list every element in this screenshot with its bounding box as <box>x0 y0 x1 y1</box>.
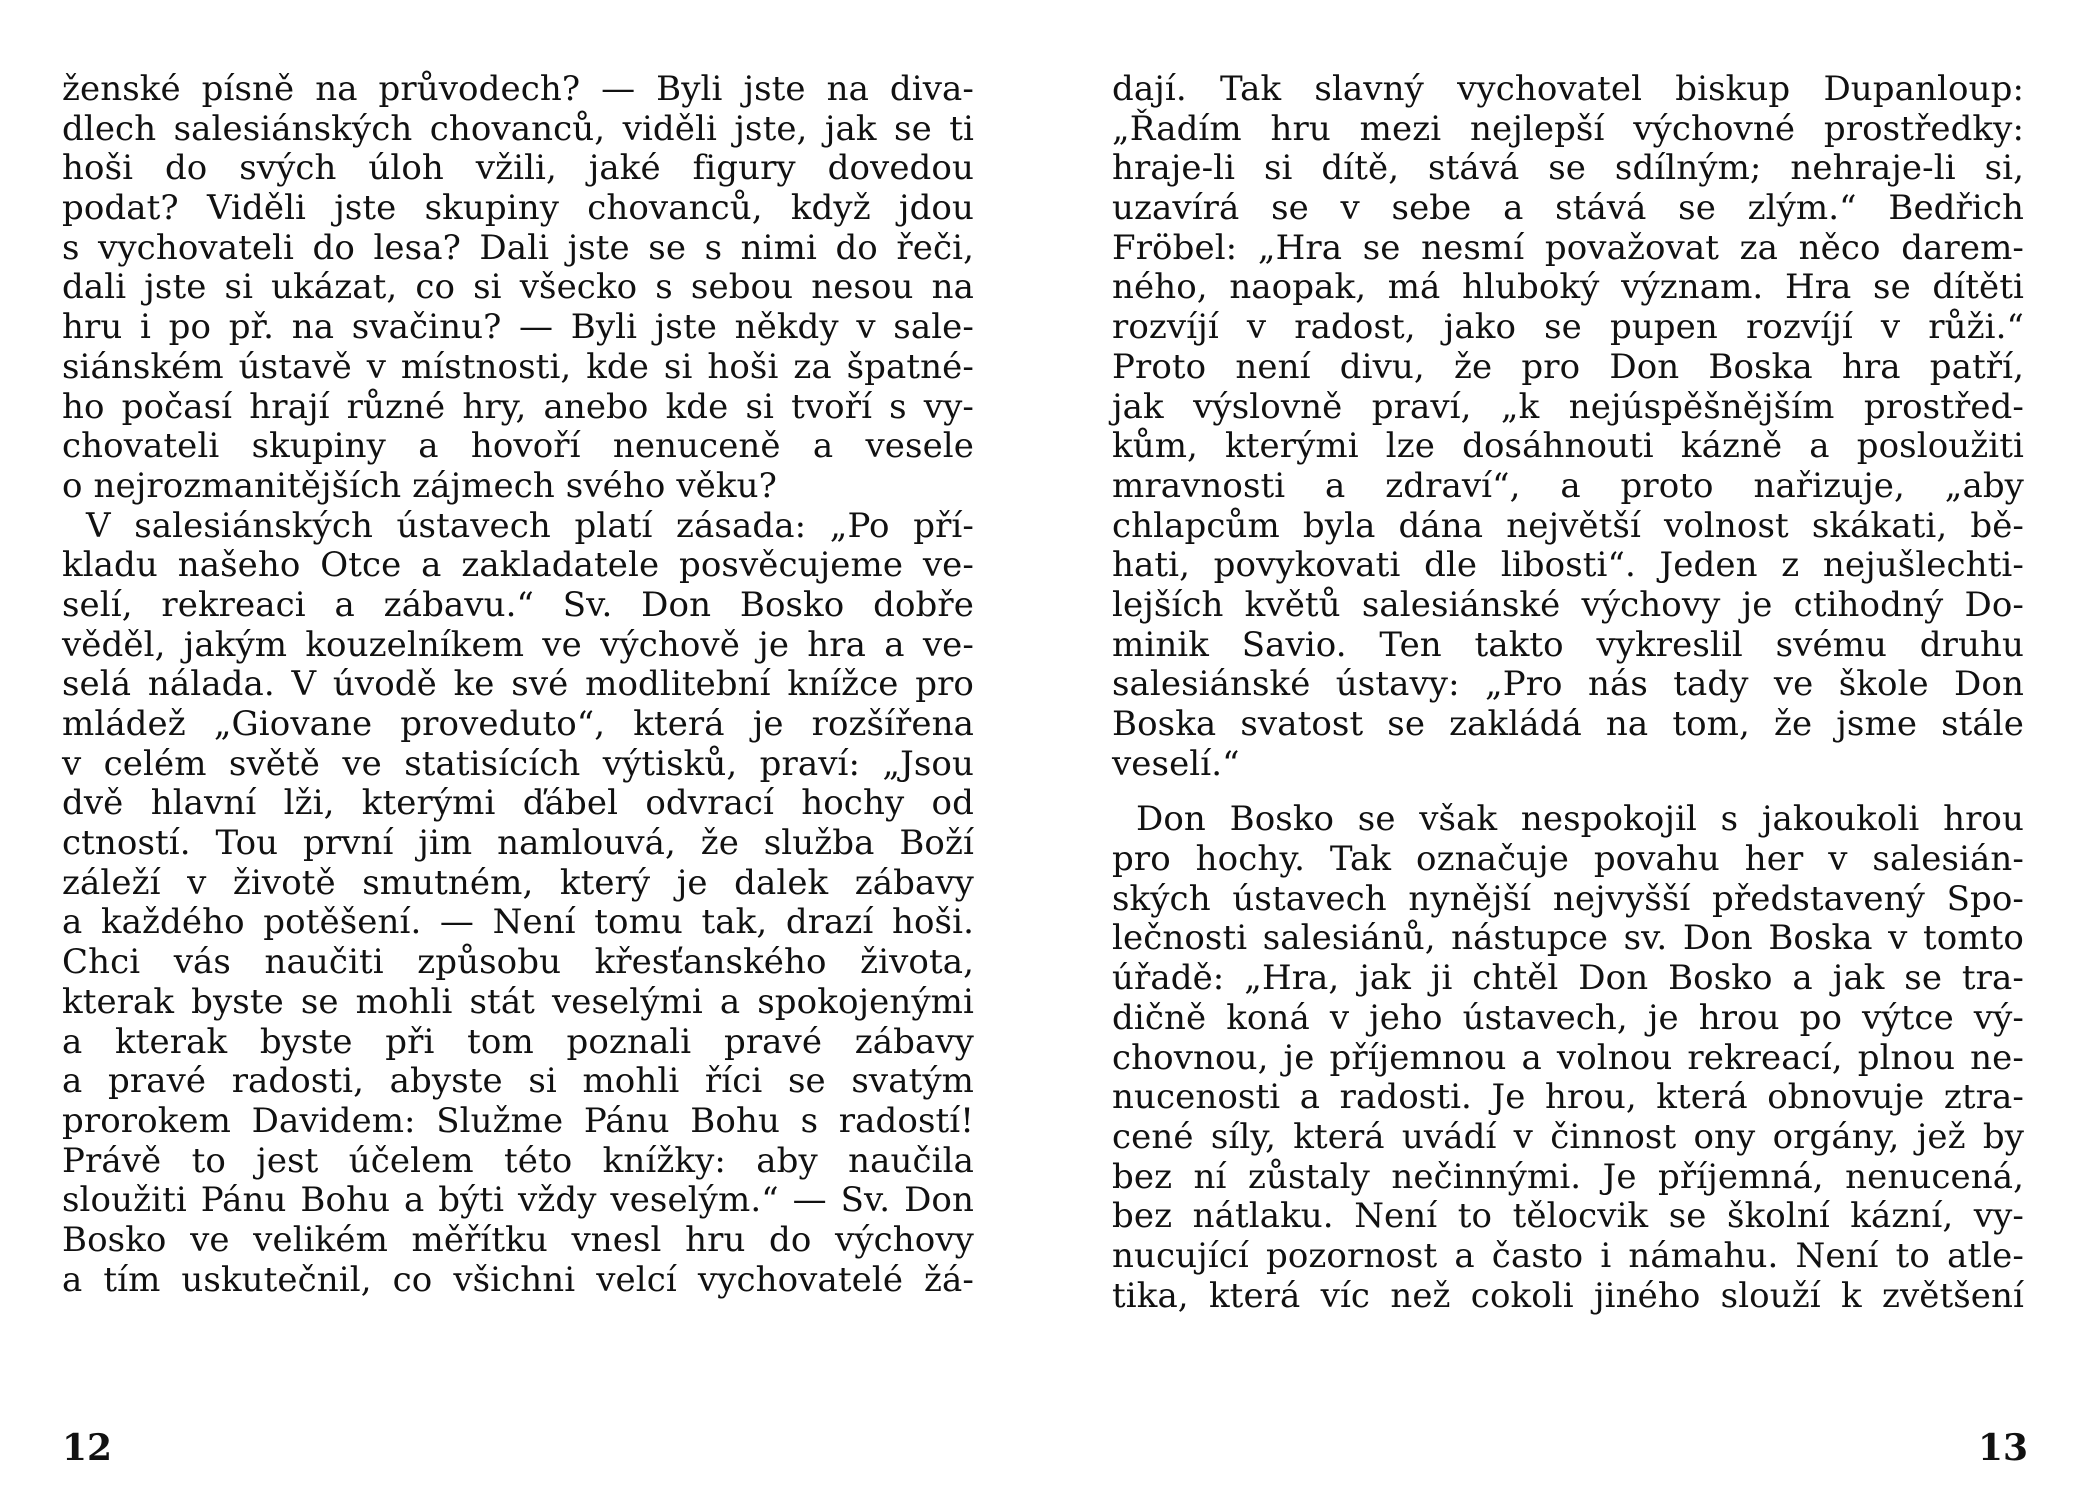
text-line: s vychovateli do lesa? Dali jste se s nimi do řeči, <box>62 227 974 268</box>
text-line: Proto není divu, že pro Don Boska hra patří, <box>1112 346 2024 387</box>
text-line: podat? Viděli jste skupiny chovanců, když jdou <box>62 188 974 229</box>
text-line: dají. Tak slavný vychovatel biskup Dupanloup: <box>1112 69 2024 109</box>
text-line: mládež „Giovane proveduto“, která je rozšířena <box>62 704 974 744</box>
text-line: kterak byste se mohli stát veselými a spokojenými <box>62 981 974 1022</box>
text-line: kladu našeho Otce a zakladatele posvěcujeme ve- <box>62 545 974 586</box>
text-line: minik Savio. Ten takto vykreslil svému druhu <box>1112 624 2024 665</box>
text-line: pro hochy. Tak označuje povahu her v salesián- <box>1112 839 2024 880</box>
text-line: a každého potěšení. — Není tomu tak, drazí hoši. <box>62 902 974 943</box>
text-line: sloužiti Pánu Bohu a býti vždy veselým.“ — Sv. Don <box>62 1180 974 1221</box>
text-line: rozvíjí v radost, jako se pupen rozvíjí v růži.“ <box>1112 307 2024 348</box>
left-page-text <box>62 70 974 1300</box>
text-line: hru i po př. na svačinu? — Byli jste někdy v sale- <box>62 307 974 348</box>
text-line: ného, naopak, má hluboký význam. Hra se dítěti <box>1112 267 2024 308</box>
text-line: a tím uskutečnil, co všichni velcí vychovatelé žá- <box>62 1259 974 1300</box>
text-line: Bosko ve velikém měřítku vnesl hru do výchovy <box>62 1219 974 1260</box>
text-line: dvě hlavní lži, kterými ďábel odvrací hochy od <box>62 783 974 824</box>
text-line: ských ústavech nynější nejvyšší představený Spo- <box>1112 878 2024 919</box>
text-line: tika, která víc než cokoli jiného slouží k zvětšení <box>1112 1275 2024 1316</box>
text-line: nucující pozornost a často i námahu. Není to atle- <box>1112 1235 2024 1276</box>
text-line: nucenosti a radosti. Je hrou, která obnovuje ztra- <box>1112 1077 2024 1118</box>
text-line: chovnou, je příjemnou a volnou rekreací, plnou ne- <box>1112 1037 2024 1078</box>
text-line: chlapcům byla dána největší volnost skákati, bě- <box>1112 505 2024 546</box>
text-line: siánském ústavě v místnosti, kde si hoši za špatné- <box>62 346 974 387</box>
paragraph-gap <box>1112 784 2024 800</box>
right-page-text <box>1112 70 2024 1316</box>
text-line: dali jste si ukázat, co si všecko s sebou nesou na <box>62 267 974 308</box>
text-line: chovateli skupiny a hovoří nenuceně a vesele <box>62 426 974 467</box>
text-line: „Řadím hru mezi nejlepší výchovné prostředky: <box>1112 108 2024 149</box>
text-line: ctností. Tou první jim namlouvá, že služba Boží <box>62 823 974 864</box>
text-line: bez nátlaku. Není to tělocvik se školní kázní, vy- <box>1112 1196 2024 1237</box>
text-line: a pravé radosti, abyste si mohli říci se svatým <box>62 1061 974 1102</box>
text-line: veselí.“ <box>1112 743 1240 784</box>
text-line: bez ní zůstaly nečinnými. Je příjemná, nenucená, <box>1112 1156 2024 1197</box>
text-line: hoši do svých úloh vžili, jaké figury dovedou <box>62 148 974 189</box>
text-line: prorokem Davidem: Služme Pánu Bohu s radostí! <box>62 1100 974 1141</box>
text-line: o nejrozmanitějších zájmech svého věku? <box>62 465 777 506</box>
text-line: V salesiánských ústavech platí zásada: „Po pří- <box>86 505 974 546</box>
text-line: cené síly, která uvádí v činnost ony orgány, jež by <box>1112 1116 2024 1157</box>
text-line: a kterak byste při tom poznali pravé zábavy <box>62 1021 974 1062</box>
text-line: selá nálada. V úvodě ke své modlitební knížce pro <box>62 664 974 705</box>
text-line: mravnosti a zdraví“, a proto nařizuje, „aby <box>1112 465 2024 506</box>
page-number-right: 13 <box>1978 1427 2029 1469</box>
right-page <box>1112 70 2024 1316</box>
text-line: Boska svatost se zakládá na tom, že jsme stále <box>1112 704 2024 744</box>
text-line: úřadě: „Hra, jak ji chtěl Don Bosko a jak se tra- <box>1112 958 2024 999</box>
text-line: dlech salesiánských chovanců, viděli jste, jak se ti <box>62 108 974 149</box>
page-number-left: 12 <box>62 1427 113 1469</box>
text-line: Fröbel: „Hra se nesmí považovat za něco darem- <box>1112 227 2024 268</box>
text-line: v celém světě ve statisících výtisků, praví: „Jsou <box>62 743 974 784</box>
text-line: hati, povykovati dle libosti“. Jeden z nejušlechti- <box>1112 545 2024 586</box>
text-line: kům, kterými lze dosáhnouti kázně a posloužiti <box>1112 426 2024 467</box>
text-line: Don Bosko se však nespokojil s jakoukoli hrou <box>1136 799 2024 840</box>
text-line: lejších květů salesiánské výchovy je ctihodný Do- <box>1112 584 2024 625</box>
text-line: ženské písně na průvodech? — Byli jste na diva- <box>62 69 974 109</box>
text-line: Chci vás naučiti způsobu křesťanského života, <box>62 942 974 983</box>
text-line: ho počasí hrají různé hry, anebo kde si tvoří s vy- <box>62 386 974 427</box>
text-line: salesiánské ústavy: „Pro nás tady ve škole Don <box>1112 664 2024 705</box>
text-line: selí, rekreaci a zábavu.“ Sv. Don Bosko dobře <box>62 584 974 625</box>
text-line: záleží v životě smutném, který je dalek zábavy <box>62 862 974 903</box>
text-line: hraje-li si dítě, stává se sdílným; nehraje-li si, <box>1112 148 2024 189</box>
text-line: lečnosti salesiánů, nástupce sv. Don Boska v tomto <box>1112 918 2024 959</box>
text-line: uzavírá se v sebe a stává se zlým.“ Bedřich <box>1112 188 2024 229</box>
text-line: dičně koná v jeho ústavech, je hrou po výtce vý- <box>1112 997 2024 1038</box>
left-page <box>62 70 974 1300</box>
text-line: Právě to jest účelem této knížky: aby naučila <box>62 1140 974 1181</box>
text-line: jak výslovně praví, „k nejúspěšnějším prostřed- <box>1112 386 2024 427</box>
text-line: věděl, jakým kouzelníkem ve výchově je hra a ve- <box>62 624 974 665</box>
